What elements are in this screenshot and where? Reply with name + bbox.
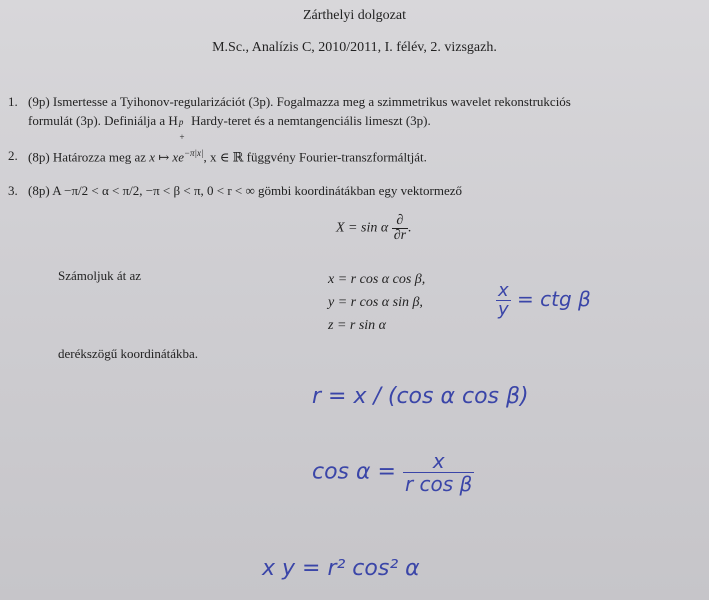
- handwritten-note-cos-lhs: cos α =: [312, 459, 396, 485]
- handwritten-note-cos-denominator: r cos β: [404, 472, 473, 496]
- problem-2-suffix: , x ∈ ℝ függvény Fourier-transzformáltját.: [203, 149, 427, 165]
- handwritten-note-ctg-rest: = ctg β: [517, 287, 591, 311]
- convert-text: Számoljuk át az: [58, 268, 142, 283]
- handwritten-note-cos: [312, 450, 474, 495]
- problem-3-number: 3.: [8, 183, 18, 198]
- handwritten-note-ctg-denominator: y: [498, 299, 509, 320]
- handwritten-note-ctg-numerator: x: [498, 280, 509, 301]
- equation-z: z = r sin α: [328, 318, 387, 333]
- closing-text: derékszögű koordinátákba.: [58, 346, 199, 361]
- problem-2-map: x ↦ xe: [149, 149, 184, 165]
- problem-1-line-2: [28, 113, 431, 142]
- vector-field-formula: [336, 214, 412, 243]
- vector-field-denominator: ∂r: [393, 228, 407, 243]
- problem-1-line-2-end: Hardy-teret és a nemtangenciális limeszt (3p).: [187, 113, 431, 128]
- page-subtitle: M.Sc., Analízis C, 2010/2011, I. félév, 2. vizsgazh.: [212, 40, 497, 55]
- hardy-superscript: p: [178, 117, 184, 127]
- problem-3-line: (8p) A −π/2 < α < π/2, −π < β < π, 0 < r < ∞ gömbi koordinátákban egy vektormező: [28, 183, 462, 198]
- handwritten-note-r: r = x / (cos α cos β): [312, 384, 529, 409]
- problem-2-line: [28, 148, 427, 165]
- handwritten-note-cos-numerator: x: [403, 450, 474, 473]
- handwritten-note-xy: x y = r² cos² α: [262, 556, 420, 581]
- hardy-subscript: +: [178, 132, 185, 142]
- handwritten-note-ctg: [496, 282, 591, 319]
- vector-field-numerator: ∂: [392, 214, 408, 229]
- vector-field-end: .: [408, 220, 412, 236]
- problem-1-number: 1.: [8, 94, 18, 109]
- vector-field-lhs: X = sin α: [336, 220, 389, 236]
- problem-2-number: 2.: [8, 148, 18, 163]
- problem-1-line-1: (9p) Ismertesse a Tyihonov-regularizációt (3p). Fogalmazza meg a szimmetrikus wavelet rekonstrukciós: [28, 94, 571, 109]
- page-title: Zárthelyi dolgozat: [302, 8, 407, 23]
- problem-2-exponent: −π|x|: [183, 148, 204, 158]
- problem-2-prefix: (8p) Határozza meg az: [28, 149, 150, 165]
- equation-y: y = r cos α sin β,: [328, 295, 423, 310]
- problem-1-line-2-start: formulát (3p). Definiálja a H: [28, 113, 178, 128]
- equation-x: x = r cos α cos β,: [328, 272, 426, 287]
